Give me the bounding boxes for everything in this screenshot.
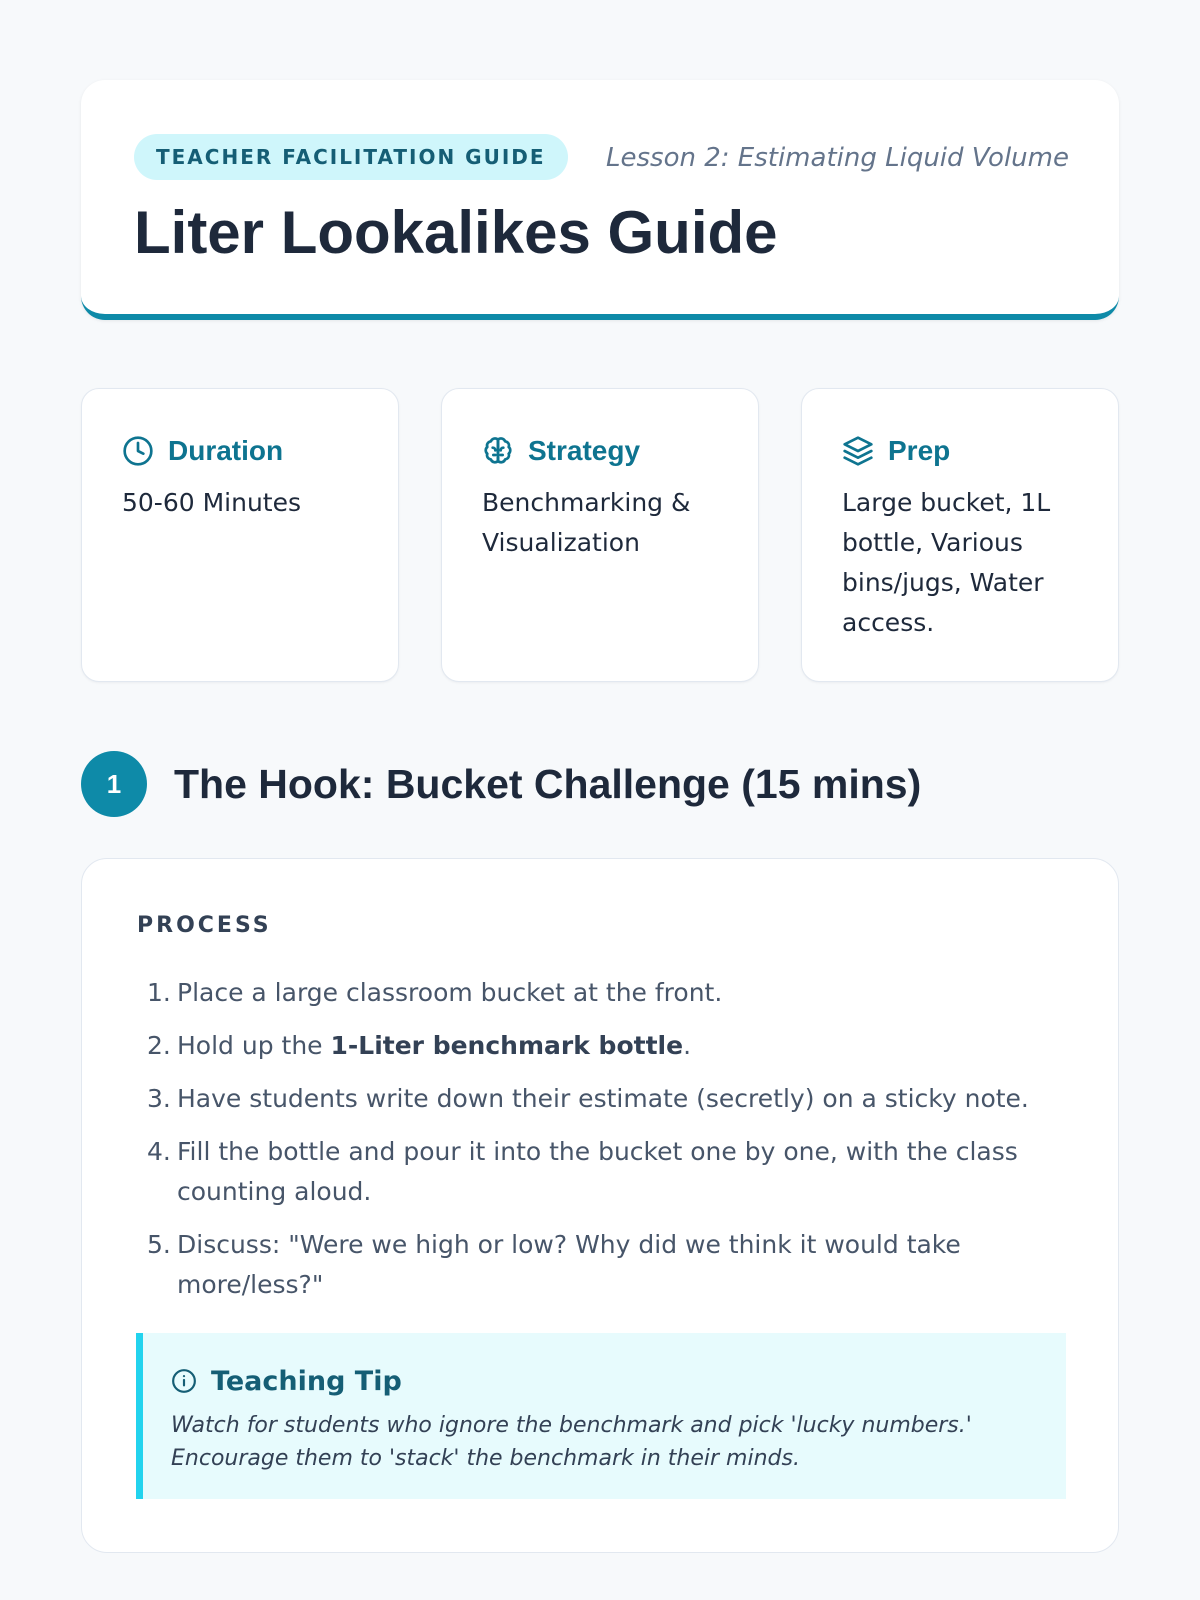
prep-value: Large bucket, 1L bottle, Various bins/jugs, Water access. (842, 488, 1051, 637)
strategy-value: Benchmarking & Visualization (482, 488, 691, 557)
tip-header (171, 1361, 1066, 1401)
step-number: 3. (147, 1084, 171, 1113)
step-number: 2. (147, 1031, 171, 1060)
tip-title: Teaching Tip (211, 1365, 402, 1397)
process-steps-list (137, 973, 1037, 1318)
brain-icon (482, 435, 514, 467)
process-heading: PROCESS (137, 913, 272, 938)
step-bold-text: 1-Liter benchmark bottle (330, 1031, 684, 1060)
step-number: 1. (147, 978, 171, 1007)
step-number: 4. (147, 1137, 171, 1166)
step-text: Discuss: "Were we high or low? Why did we think it would take more/less?" (177, 1230, 961, 1299)
info-icon (171, 1368, 197, 1394)
section-content-card (81, 858, 1119, 1553)
step-text: Have students write down their estimate (secretly) on a sticky note. (177, 1084, 1029, 1113)
page-title: Liter Lookalikes Guide (134, 199, 778, 266)
process-step (137, 1026, 1037, 1066)
section-title: The Hook: Bucket Challenge (15 mins) (174, 760, 922, 807)
teaching-tip-callout (136, 1333, 1066, 1499)
step-text: Hold up the (177, 1031, 331, 1060)
section-number-badge: 1 (81, 751, 147, 817)
step-text: Place a large classroom bucket at the front. (177, 978, 723, 1007)
clock-icon (122, 435, 154, 467)
prep-card (801, 388, 1119, 682)
prep-label: Prep (888, 435, 951, 466)
step-number: 5. (147, 1230, 171, 1259)
strategy-card (441, 388, 759, 682)
step-text-end: . (683, 1031, 692, 1060)
header-card (81, 80, 1119, 320)
strategy-header (482, 431, 720, 471)
process-step (137, 1225, 1037, 1305)
duration-value: 50-60 Minutes (122, 488, 302, 517)
process-step (137, 1132, 1037, 1212)
process-step (137, 973, 1037, 1013)
process-step (137, 1079, 1037, 1119)
layers-icon (842, 435, 874, 467)
strategy-label: Strategy (528, 435, 641, 466)
duration-header (122, 431, 360, 471)
duration-card (81, 388, 399, 682)
prep-header (842, 431, 1080, 471)
duration-label: Duration (168, 435, 284, 466)
section-header (81, 751, 921, 817)
guide-type-badge: TEACHER FACILITATION GUIDE (134, 134, 568, 180)
tip-text: Watch for students who ignore the benchmark and pick 'lucky numbers.' Encourage them to 'stack' the benchmark in their minds. (171, 1413, 972, 1471)
step-text: Fill the bottle and pour it into the bucket one by one, with the class counting aloud. (177, 1137, 1018, 1206)
lesson-subtitle: Lesson 2: Estimating Liquid Volume (606, 143, 1069, 173)
